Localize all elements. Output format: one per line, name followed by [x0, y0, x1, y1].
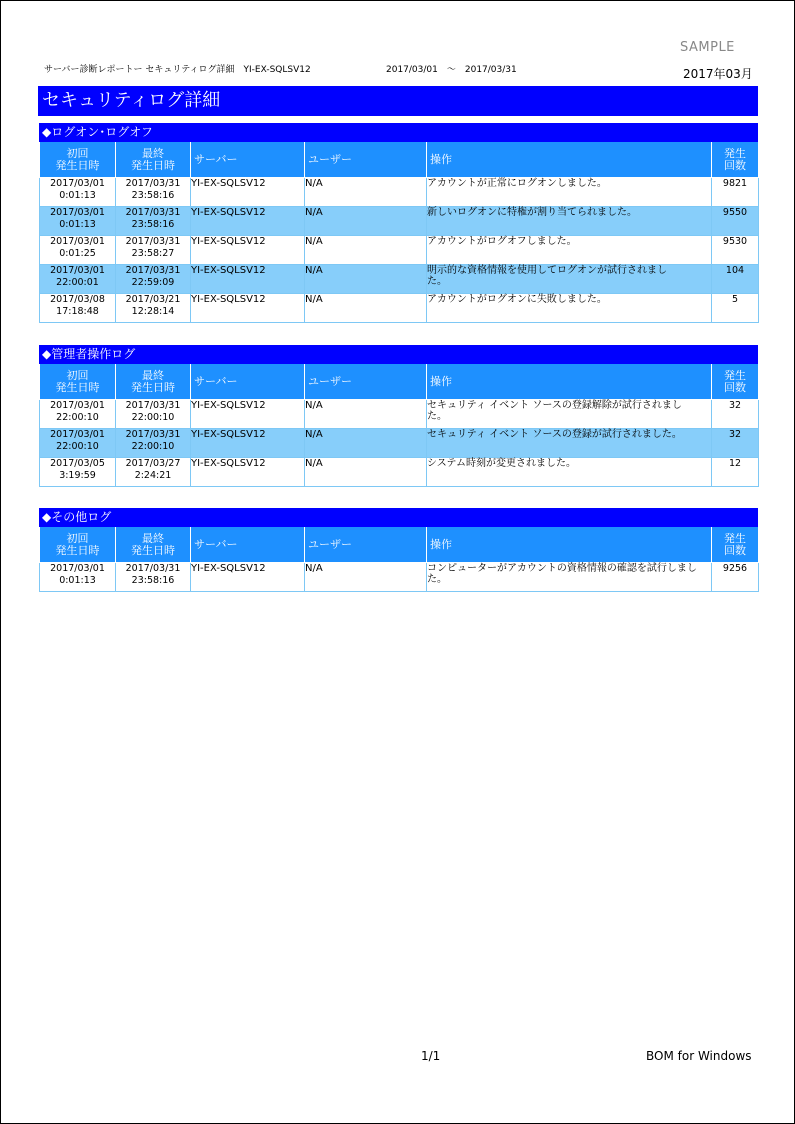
- log-table: [39, 527, 759, 592]
- user: N/A: [305, 294, 427, 323]
- last-occurrence: 2017/03/31 23:58:16: [116, 563, 191, 592]
- count: 104: [712, 265, 759, 294]
- count: 9550: [712, 207, 759, 236]
- date-range: 2017/03/01 ～ 2017/03/31: [386, 65, 517, 75]
- col-last-occurrence: 最終 発生日時: [116, 527, 191, 563]
- table-row: [40, 294, 759, 323]
- operation: アカウントがログオフしました。: [427, 236, 712, 265]
- server: YI-EX-SQLSV12: [191, 400, 305, 429]
- user: N/A: [305, 265, 427, 294]
- col-first-occurrence: 初回 発生日時: [40, 142, 116, 178]
- col-server: サーバー: [191, 142, 305, 178]
- first-occurrence: 2017/03/01 0:01:25: [40, 236, 116, 265]
- col-count: 発生 回数: [712, 364, 759, 400]
- first-occurrence: 2017/03/01 0:01:13: [40, 207, 116, 236]
- operation: セキュリティ イベント ソースの登録解除が試行されまし た。: [427, 400, 712, 429]
- section-title: ◆その他ログ: [39, 508, 758, 527]
- col-operation: 操作: [427, 142, 712, 178]
- col-server: サーバー: [191, 364, 305, 400]
- report-name: サーバー診断レポートー セキュリティログ詳細 YI-EX-SQLSV12: [44, 65, 311, 75]
- server: YI-EX-SQLSV12: [191, 178, 305, 207]
- table-header-row: [40, 142, 759, 178]
- operation: アカウントが正常にログオンしました。: [427, 178, 712, 207]
- col-count: 発生 回数: [712, 527, 759, 563]
- operation: アカウントがログオンに失敗しました。: [427, 294, 712, 323]
- user: N/A: [305, 236, 427, 265]
- count: 12: [712, 458, 759, 487]
- first-occurrence: 2017/03/01 22:00:10: [40, 429, 116, 458]
- col-first-occurrence: 初回 発生日時: [40, 364, 116, 400]
- section-other-logs: [39, 508, 758, 592]
- col-user: ユーザー: [305, 527, 427, 563]
- operation: コンピューターがアカウントの資格情報の確認を試行しまし た。: [427, 563, 712, 592]
- user: N/A: [305, 178, 427, 207]
- operation: システム時刻が変更されました。: [427, 458, 712, 487]
- first-occurrence: 2017/03/05 3:19:59: [40, 458, 116, 487]
- col-operation: 操作: [427, 364, 712, 400]
- count: 32: [712, 400, 759, 429]
- log-table: [39, 364, 759, 487]
- section-logon-logoff: [39, 123, 758, 323]
- sample-watermark: SAMPLE: [680, 40, 735, 55]
- section-title: ◆管理者操作ログ: [39, 345, 758, 364]
- user: N/A: [305, 458, 427, 487]
- col-operation: 操作: [427, 527, 712, 563]
- first-occurrence: 2017/03/01 0:01:13: [40, 178, 116, 207]
- page-number: 1/1: [421, 1049, 441, 1063]
- table-row: [40, 236, 759, 265]
- table-row: [40, 400, 759, 429]
- server: YI-EX-SQLSV12: [191, 563, 305, 592]
- last-occurrence: 2017/03/31 23:58:27: [116, 236, 191, 265]
- last-occurrence: 2017/03/31 22:00:10: [116, 400, 191, 429]
- user: N/A: [305, 429, 427, 458]
- col-count: 発生 回数: [712, 142, 759, 178]
- table-header-row: [40, 364, 759, 400]
- col-user: ユーザー: [305, 142, 427, 178]
- col-last-occurrence: 最終 発生日時: [116, 364, 191, 400]
- operation: セキュリティ イベント ソースの登録が試行されました。: [427, 429, 712, 458]
- first-occurrence: 2017/03/08 17:18:48: [40, 294, 116, 323]
- last-occurrence: 2017/03/31 22:00:10: [116, 429, 191, 458]
- count: 32: [712, 429, 759, 458]
- table-row: [40, 429, 759, 458]
- last-occurrence: 2017/03/27 2:24:21: [116, 458, 191, 487]
- user: N/A: [305, 563, 427, 592]
- table-row: [40, 265, 759, 294]
- first-occurrence: 2017/03/01 22:00:10: [40, 400, 116, 429]
- count: 9530: [712, 236, 759, 265]
- section-admin-operations: [39, 345, 758, 487]
- server: YI-EX-SQLSV12: [191, 294, 305, 323]
- col-user: ユーザー: [305, 364, 427, 400]
- operation: 明示的な資格情報を使用してログオンが試行されまし た。: [427, 265, 712, 294]
- first-occurrence: 2017/03/01 22:00:01: [40, 265, 116, 294]
- server: YI-EX-SQLSV12: [191, 236, 305, 265]
- col-first-occurrence: 初回 発生日時: [40, 527, 116, 563]
- col-last-occurrence: 最終 発生日時: [116, 142, 191, 178]
- operation: 新しいログオンに特権が割り当てられました。: [427, 207, 712, 236]
- user: N/A: [305, 400, 427, 429]
- server: YI-EX-SQLSV12: [191, 265, 305, 294]
- table-header-row: [40, 527, 759, 563]
- last-occurrence: 2017/03/31 23:58:16: [116, 207, 191, 236]
- server: YI-EX-SQLSV12: [191, 429, 305, 458]
- col-server: サーバー: [191, 527, 305, 563]
- page-title: セキュリティログ詳細: [38, 86, 758, 116]
- count: 9256: [712, 563, 759, 592]
- last-occurrence: 2017/03/21 12:28:14: [116, 294, 191, 323]
- table-row: [40, 563, 759, 592]
- last-occurrence: 2017/03/31 23:58:16: [116, 178, 191, 207]
- section-title: ◆ログオン･ログオフ: [39, 123, 758, 142]
- table-row: [40, 458, 759, 487]
- server: YI-EX-SQLSV12: [191, 207, 305, 236]
- first-occurrence: 2017/03/01 0:01:13: [40, 563, 116, 592]
- log-table: [39, 142, 759, 323]
- footer-brand: BOM for Windows: [646, 1049, 752, 1063]
- report-month: 2017年03月: [683, 67, 753, 81]
- server: YI-EX-SQLSV12: [191, 458, 305, 487]
- table-row: [40, 178, 759, 207]
- table-row: [40, 207, 759, 236]
- count: 5: [712, 294, 759, 323]
- count: 9821: [712, 178, 759, 207]
- user: N/A: [305, 207, 427, 236]
- last-occurrence: 2017/03/31 22:59:09: [116, 265, 191, 294]
